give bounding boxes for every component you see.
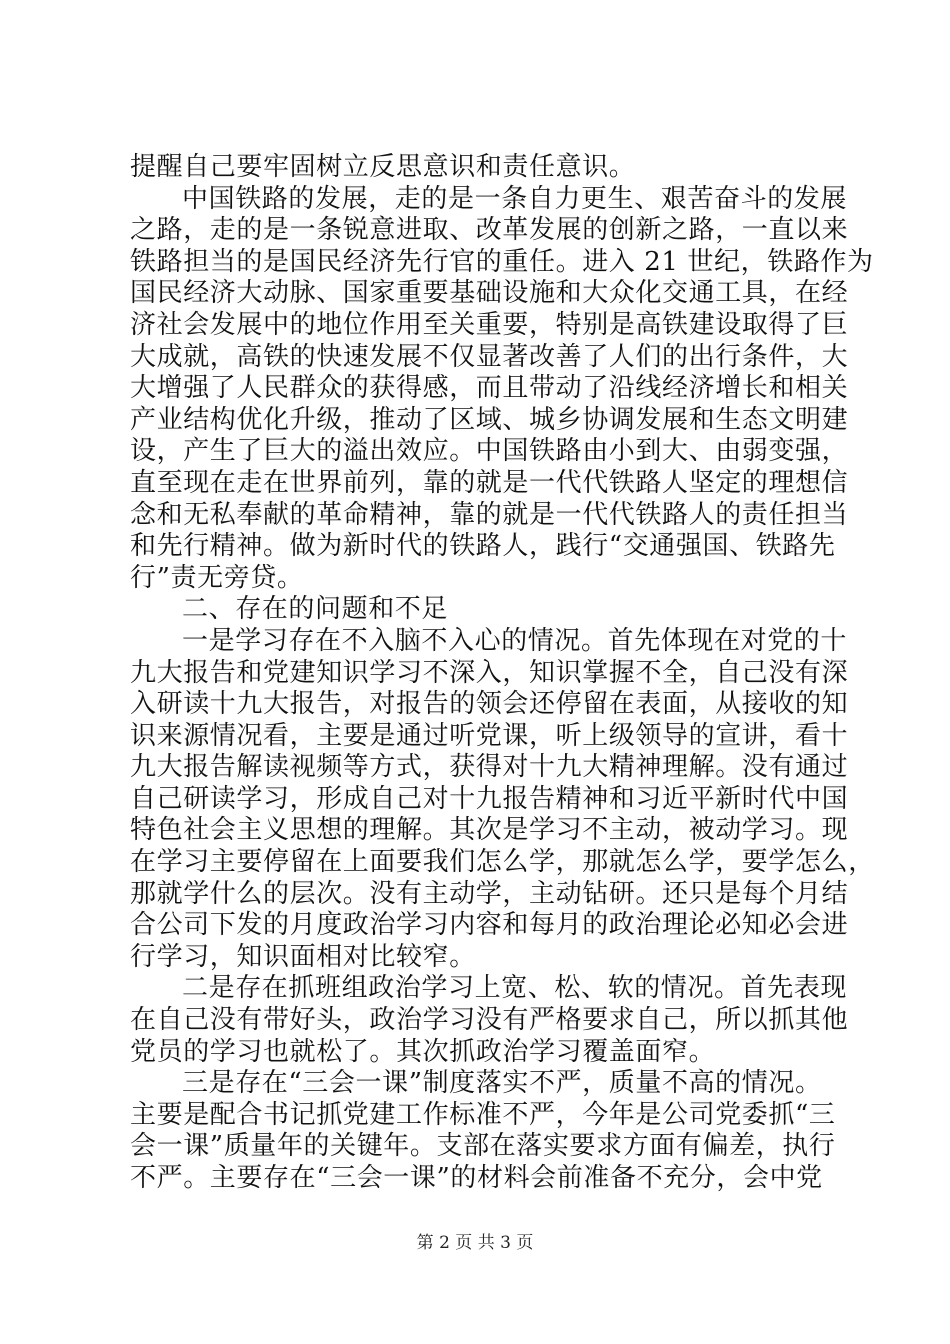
body-line: 在学习主要停留在上面要我们怎么学，那就怎么学，要学怎么， xyxy=(130,847,875,877)
body-line: 合公司下发的月度政治学习内容和每月的政治理论必知必会进 xyxy=(130,910,849,940)
body-line: 产业结构优化升级，推动了区域、城乡协调发展和生态文明建 xyxy=(130,405,849,435)
body-line: 大成就，高铁的快速发展不仅显著改善了人们的出行条件，大 xyxy=(130,342,849,372)
paragraph-first-line: 中国铁路的发展，走的是一条自力更生、艰苦奋斗的发展 xyxy=(182,184,848,214)
body-line: 大增强了人民群众的获得感，而且带动了沿线经济增长和相关 xyxy=(130,373,849,403)
body-line: 不严。主要存在“三会一课”的材料会前准备不充分，会中党 xyxy=(130,1163,823,1193)
body-line: 九大报告解读视频等方式，获得对十九大精神理解。没有通过 xyxy=(130,752,849,782)
body-line: 铁路担当的是国民经济先行官的重任。进入 21 世纪，铁路作为 xyxy=(130,247,874,277)
body-line: 之路，走的是一条锐意进取、改革发展的创新之路，一直以来 xyxy=(130,215,849,245)
body-line: 自己研读学习，形成自己对十九报告精神和习近平新时代中国 xyxy=(130,784,849,814)
body-line: 直至现在走在世界前列，靠的就是一代代铁路人坚定的理想信 xyxy=(130,468,849,498)
body-line: 九大报告和党建知识学习不深入，知识掌握不全，自己没有深 xyxy=(130,658,849,688)
body-line: 国民经济大动脉、国家重要基础设施和大众化交通工具，在经 xyxy=(130,278,849,308)
body-line: 念和无私奉献的革命精神，靠的就是一代代铁路人的责任担当 xyxy=(130,500,849,530)
body-line: 会一课”质量年的关键年。支部在落实要求方面有偏差，执行 xyxy=(130,1131,836,1161)
body-line: 济社会发展中的地位作用至关重要，特别是高铁建设取得了巨 xyxy=(130,310,849,340)
section-heading: 二、存在的问题和不足 xyxy=(182,594,449,624)
body-line: 那就学什么的层次。没有主动学，主动钻研。还只是每个月结 xyxy=(130,879,849,909)
body-line: 特色社会主义思想的理解。其次是学习不主动，被动学习。现 xyxy=(130,815,849,845)
paragraph-first-line: 三是存在“三会一课”制度落实不严，质量不高的情况。 xyxy=(182,1068,822,1098)
paragraph-first-line: 一是学习存在不入脑不入心的情况。首先体现在对党的十 xyxy=(182,626,848,656)
body-line: 行”责无旁贷。 xyxy=(130,563,304,593)
body-line: 党员的学习也就松了。其次抓政治学习覆盖面窄。 xyxy=(130,1037,716,1067)
body-line: 和先行精神。做为新时代的铁路人，践行“交通强国、铁路先 xyxy=(130,531,836,561)
body-line: 在自己没有带好头，政治学习没有严格要求自己，所以抓其他 xyxy=(130,1005,849,1035)
body-line: 主要是配合书记抓党建工作标准不严，今年是公司党委抓“三 xyxy=(130,1100,836,1130)
paragraph-first-line: 二是存在抓班组政治学习上宽、松、软的情况。首先表现 xyxy=(182,973,848,1003)
body-line: 入研读十九大报告，对报告的领会还停留在表面，从接收的知 xyxy=(130,689,849,719)
page-number-footer: 第 2 页 共 3 页 xyxy=(416,1233,534,1253)
body-line: 提醒自己要牢固树立反思意识和责任意识。 xyxy=(130,152,636,182)
body-line: 识来源情况看，主要是通过听党课，听上级领导的宣讲，看十 xyxy=(130,721,849,751)
body-line: 设，产生了巨大的溢出效应。中国铁路由小到大、由弱变强， xyxy=(130,436,849,466)
body-line: 行学习，知识面相对比较窄。 xyxy=(130,942,476,972)
